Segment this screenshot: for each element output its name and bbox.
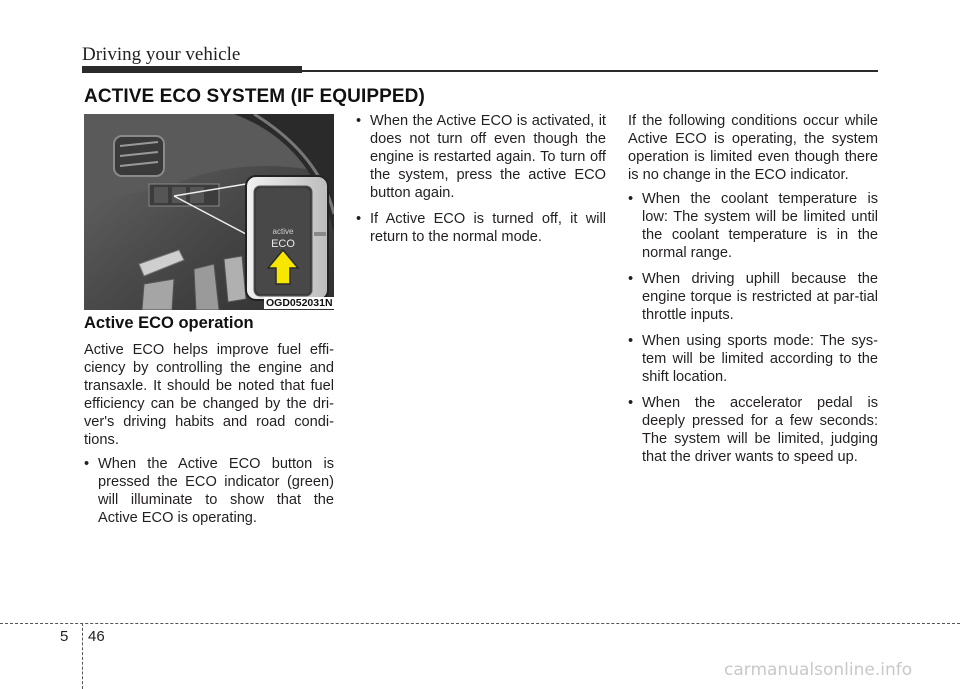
- dashboard-illustration: [84, 114, 334, 310]
- column-2: [356, 112, 606, 254]
- list-item: • When the accelerator pedal is deeply pressed for a few seconds: The system will be limited, judging that the driver wants to speed up.: [628, 394, 878, 466]
- bullet-list: [356, 112, 606, 246]
- footer-divider: [82, 623, 83, 689]
- list-item: • When the Active ECO button is pressed the ECO indicator (green) will illuminate to show that the Active ECO is operating.: [84, 455, 334, 527]
- list-item: • When driving uphill because the engine torque is restricted at par-tial throttle inputs.: [628, 270, 878, 324]
- running-header: Driving your vehicle: [82, 44, 241, 65]
- list-item: • If Active ECO is turned off, it will return to the normal mode.: [356, 210, 606, 246]
- column-1: [84, 314, 334, 535]
- header-rule: [296, 70, 878, 72]
- air-vent-icon: [114, 136, 164, 176]
- watermark: carmanualsonline.info: [724, 660, 913, 680]
- column-3: [628, 112, 878, 474]
- bullet-list: [84, 455, 334, 527]
- footer-rule: [0, 623, 960, 624]
- subsection-heading: Active ECO operation: [84, 314, 254, 332]
- eco-button-label-top: active: [272, 227, 294, 236]
- page-number: 46: [88, 628, 105, 645]
- section-title: ACTIVE ECO SYSTEM (IF EQUIPPED): [84, 86, 425, 107]
- figure-code: OGD052031N: [266, 297, 333, 309]
- eco-button-figure: [84, 114, 334, 310]
- list-item: • When using sports mode: The sys-tem will be limited according to the shift location.: [628, 332, 878, 386]
- list-item: • When the Active ECO is activated, it does not turn off even though the engine is restarted again. To turn off the system, press the active ECO button again.: [356, 112, 606, 202]
- header-bar: [82, 66, 302, 73]
- list-item: • When the coolant temperature is low: The system will be limited until the coolant temperature is in the normal range.: [628, 190, 878, 262]
- bullet-list: [628, 190, 878, 466]
- eco-button-label-main: ECO: [271, 238, 295, 250]
- conditions-paragraph: If the following conditions occur while Active ECO is operating, the system operation is limited even though there is no change in the ECO indicator.: [628, 113, 878, 183]
- eco-button-zoom: [246, 176, 328, 300]
- chapter-number: 5: [60, 628, 69, 645]
- intro-paragraph: Active ECO helps improve fuel effi-ciency by controlling the engine and transaxle. It should be noted that fuel efficiency can be changed by the dri-ver's driving habits and road condi-tions.: [84, 342, 334, 448]
